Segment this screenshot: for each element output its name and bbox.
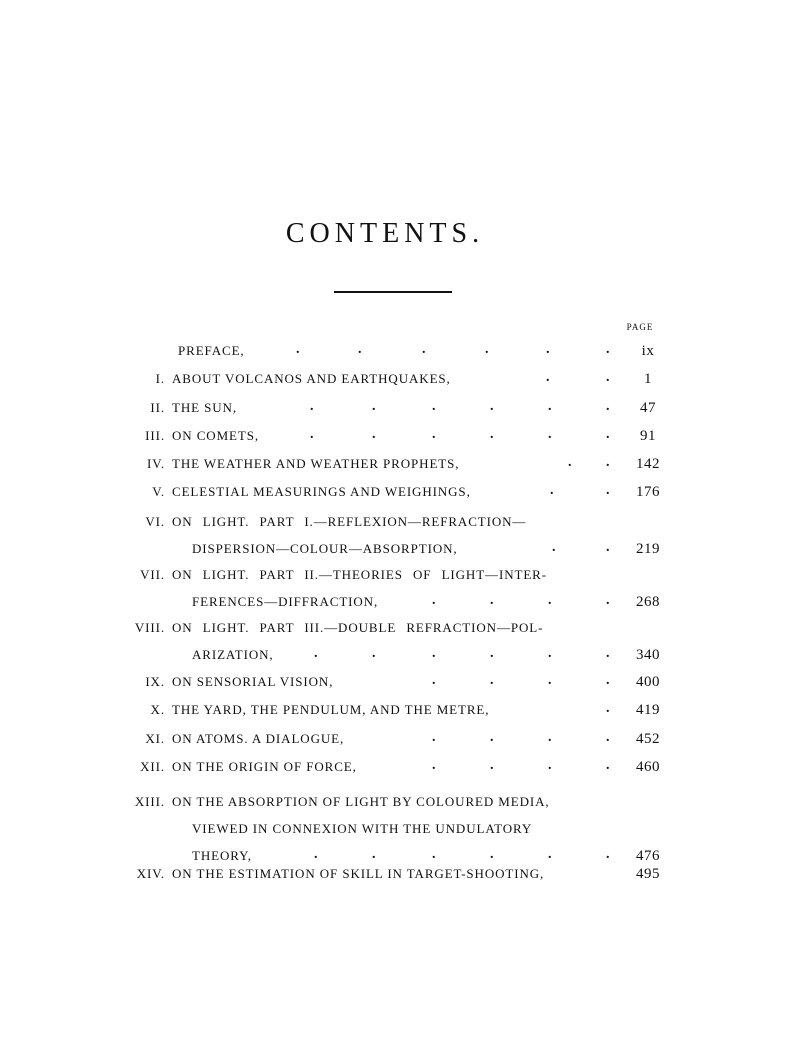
page-number: 1 — [644, 371, 652, 387]
leader-dot: . — [314, 847, 319, 862]
leader-dot: . — [310, 399, 315, 414]
leader-dot: . — [606, 342, 611, 357]
leader-dot: . — [606, 847, 611, 862]
page-number: 142 — [636, 456, 660, 472]
page-number: 176 — [636, 484, 660, 500]
leader-dot: . — [546, 370, 551, 385]
leader-dot: . — [548, 847, 553, 862]
chapter-title-text: PREFACE, — [178, 343, 245, 358]
leader-dot: . — [314, 646, 319, 661]
leader-dot: . — [548, 399, 553, 414]
leader-dot: . — [432, 427, 437, 442]
page-number: 91 — [640, 428, 656, 444]
leader-dot: . — [372, 399, 377, 414]
page-number: 419 — [636, 702, 660, 718]
chapter-number: VII. — [140, 567, 165, 582]
chapter-title-text: THEORY, — [192, 848, 252, 863]
leader-dot: . — [432, 593, 437, 608]
page-title: CONTENTS. — [285, 218, 485, 249]
leader-dot: . — [432, 758, 437, 773]
chapter-number: V. — [152, 484, 165, 499]
leader-dot: . — [485, 342, 490, 357]
chapter-title-text: FERENCES—DIFFRACTION, — [192, 594, 379, 609]
page-number: 495 — [636, 866, 660, 882]
leader-dot: . — [490, 758, 495, 773]
leader-dot: . — [606, 540, 611, 555]
chapter-title-text: THE YARD, THE PENDULUM, AND THE METRE, — [172, 702, 490, 717]
leader-dot: . — [606, 673, 611, 688]
leader-dot: . — [372, 427, 377, 442]
page-number: 340 — [636, 647, 660, 663]
leader-dot: . — [606, 399, 611, 414]
page-number: 452 — [636, 731, 660, 747]
leader-dot: . — [546, 342, 551, 357]
chapter-number: VIII. — [134, 620, 165, 635]
chapter-title-text: CELESTIAL MEASURINGS AND WEIGHINGS, — [172, 484, 471, 499]
leader-dot: . — [432, 730, 437, 745]
leader-dot: . — [568, 455, 573, 470]
leader-dot: . — [432, 847, 437, 862]
page-number: 400 — [636, 674, 660, 690]
leader-dot: . — [606, 701, 611, 716]
leader-dot: . — [490, 593, 495, 608]
chapter-number: XIII. — [134, 794, 165, 809]
leader-dot: . — [432, 673, 437, 688]
leader-dot: . — [490, 847, 495, 862]
leader-dot: . — [548, 673, 553, 688]
leader-dot: . — [490, 646, 495, 661]
chapter-number: I. — [155, 371, 165, 386]
page-number: 219 — [636, 541, 660, 557]
leader-dot: . — [548, 730, 553, 745]
leader-dot: . — [490, 427, 495, 442]
leader-dot: . — [432, 646, 437, 661]
leader-dot: . — [606, 370, 611, 385]
page-number: 476 — [636, 848, 660, 864]
leader-dot: . — [550, 483, 555, 498]
chapter-number: X. — [150, 702, 165, 717]
chapter-number: II. — [150, 400, 165, 415]
chapter-title-text: ON THE ABSORPTION OF LIGHT BY COLOURED MEDIA, — [172, 794, 550, 809]
chapter-number: XII. — [140, 759, 165, 774]
page-number: 268 — [636, 594, 660, 610]
page-number: ix — [641, 343, 655, 359]
leader-dot: . — [548, 646, 553, 661]
leader-dot: . — [606, 483, 611, 498]
chapter-number: XIV. — [136, 866, 165, 881]
chapter-title-text: ON COMETS, — [172, 428, 260, 443]
leader-dot: . — [372, 646, 377, 661]
chapter-title-text: THE SUN, — [172, 400, 237, 415]
chapter-title-text: ON LIGHT. PART III.—DOUBLE REFRACTION—POL- — [172, 620, 544, 635]
chapter-title-text: DISPERSION—COLOUR—ABSORPTION, — [192, 541, 458, 556]
leader-dot: . — [548, 593, 553, 608]
chapter-title-text: VIEWED IN CONNEXION WITH THE UNDULATORY — [192, 821, 533, 836]
leader-dot: . — [490, 673, 495, 688]
chapter-title-text: ON LIGHT. PART II.—THEORIES OF LIGHT—INTER- — [172, 567, 547, 582]
leader-dot: . — [490, 730, 495, 745]
leader-dot: . — [548, 758, 553, 773]
leader-dot: . — [310, 427, 315, 442]
leader-dot: . — [490, 399, 495, 414]
leader-dot: . — [432, 399, 437, 414]
chapter-title-text: ON LIGHT. PART I.—REFLEXION—REFRACTION— — [172, 514, 527, 529]
leader-dot: . — [296, 342, 301, 357]
chapter-title-text: ON ATOMS. A DIALOGUE, — [172, 731, 345, 746]
leader-dot: . — [372, 847, 377, 862]
leader-dot: . — [552, 540, 557, 555]
leader-dot: . — [422, 342, 427, 357]
leader-dot: . — [606, 455, 611, 470]
page-number: 47 — [640, 400, 656, 416]
chapter-number: VI. — [145, 514, 165, 529]
chapter-title-text: ON SENSORIAL VISION, — [172, 674, 334, 689]
chapter-title-text: ON THE ORIGIN OF FORCE, — [172, 759, 357, 774]
chapter-number: XI. — [145, 731, 165, 746]
leader-dot: . — [548, 427, 553, 442]
leader-dot: . — [606, 593, 611, 608]
chapter-title-text: ARIZATION, — [192, 647, 274, 662]
page-number: 460 — [636, 759, 660, 775]
chapter-number: III. — [145, 428, 165, 443]
page-column-heading: PAGE — [626, 322, 654, 332]
leader-dot: . — [606, 427, 611, 442]
chapter-number: IV. — [147, 456, 165, 471]
leader-dot: . — [606, 758, 611, 773]
chapter-title-text: ON THE ESTIMATION OF SKILL IN TARGET-SHOOTING, — [172, 866, 545, 881]
leader-dot: . — [358, 342, 363, 357]
leader-dot: . — [606, 646, 611, 661]
title-rule — [334, 291, 452, 293]
chapter-number: IX. — [145, 674, 165, 689]
leader-dot: . — [606, 730, 611, 745]
chapter-title-text: THE WEATHER AND WEATHER PROPHETS, — [172, 456, 460, 471]
chapter-title-text: ABOUT VOLCANOS AND EARTHQUAKES, — [172, 371, 451, 386]
